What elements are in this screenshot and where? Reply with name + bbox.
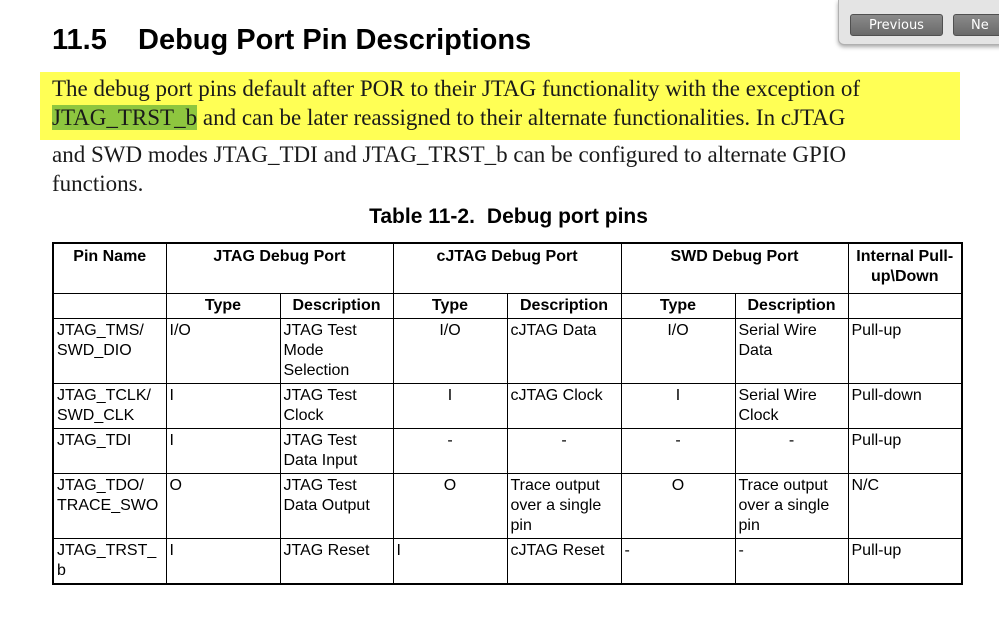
pull-cell: Pull-down	[848, 384, 962, 429]
header-jtag-debug-port: JTAG Debug Port	[166, 243, 393, 294]
pin-name-cell: JTAG_TDO/ TRACE_SWO	[53, 474, 166, 539]
pin-name-cell: JTAG_TCLK/ SWD_CLK	[53, 384, 166, 429]
header-cjtag-type: Type	[393, 294, 507, 319]
cjtag-type-cell: I	[393, 539, 507, 585]
section-paragraph	[52, 74, 952, 198]
table-row	[53, 474, 962, 539]
cjtag-description-cell: -	[507, 429, 621, 474]
table-row	[53, 384, 962, 429]
header-cjtag-description: Description	[507, 294, 621, 319]
header-pull-sub	[848, 294, 962, 319]
paragraph-line-4: functions.	[52, 171, 144, 196]
cjtag-description-cell: cJTAG Data	[507, 319, 621, 384]
section-number: 11.5	[52, 24, 107, 56]
header-swd-debug-port: SWD Debug Port	[621, 243, 848, 294]
table-caption-title: Debug port pins	[486, 205, 648, 228]
cjtag-description-cell: cJTAG Reset	[507, 539, 621, 585]
pull-cell: Pull-up	[848, 539, 962, 585]
cjtag-type-cell: O	[393, 474, 507, 539]
header-pin-name: Pin Name	[53, 243, 166, 294]
jtag-type-cell: I	[166, 429, 280, 474]
debug-port-pins-table	[52, 242, 963, 585]
jtag-description-cell: JTAG Test Clock	[280, 384, 393, 429]
table-row	[53, 539, 962, 585]
header-jtag-type: Type	[166, 294, 280, 319]
next-button[interactable]: Ne	[953, 14, 999, 36]
jtag-type-cell: I/O	[166, 319, 280, 384]
pin-name-cell: JTAG_TDI	[53, 429, 166, 474]
section-title: Debug Port Pin Descriptions	[138, 24, 532, 56]
header-jtag-description: Description	[280, 294, 393, 319]
paragraph-line-3: and SWD modes JTAG_TDI and JTAG_TRST_b can be configured to alternate GPIO	[52, 142, 847, 167]
pdf-navigation-widget	[838, 0, 999, 45]
table-caption-label: Table 11-2.	[369, 205, 475, 228]
table-row	[53, 319, 962, 384]
header-internal-pull: Internal Pull-up\Down	[848, 243, 962, 294]
previous-button[interactable]: Previous	[850, 14, 943, 36]
swd-description-cell: Trace output over a single pin	[735, 474, 848, 539]
header-cjtag-debug-port: cJTAG Debug Port	[393, 243, 621, 294]
swd-type-cell: I/O	[621, 319, 735, 384]
jtag-description-cell: JTAG Reset	[280, 539, 393, 585]
cjtag-description-cell: Trace output over a single pin	[507, 474, 621, 539]
paragraph-line-2	[40, 103, 960, 140]
pin-name-cell: JTAG_TRST_ b	[53, 539, 166, 585]
paragraph-line-1: The debug port pins default after POR to their JTAG functionality with the exception of	[40, 72, 960, 103]
swd-type-cell: -	[621, 539, 735, 585]
jtag-description-cell: JTAG Test Data Input	[280, 429, 393, 474]
cjtag-type-cell: I/O	[393, 319, 507, 384]
highlighted-term: JTAG_TRST_b	[52, 105, 198, 130]
swd-description-cell: -	[735, 429, 848, 474]
paragraph-line-2-rest: and can be later reassigned to their alternate functionalities. In cJTAG	[197, 105, 846, 130]
header-swd-description: Description	[735, 294, 848, 319]
swd-description-cell: Serial Wire Data	[735, 319, 848, 384]
cjtag-description-cell: cJTAG Clock	[507, 384, 621, 429]
cjtag-type-cell: -	[393, 429, 507, 474]
header-swd-type: Type	[621, 294, 735, 319]
swd-description-cell: -	[735, 539, 848, 585]
jtag-description-cell: JTAG Test Data Output	[280, 474, 393, 539]
table-row	[53, 429, 962, 474]
pull-cell: Pull-up	[848, 319, 962, 384]
section-heading	[52, 24, 531, 57]
cjtag-type-cell: I	[393, 384, 507, 429]
swd-type-cell: -	[621, 429, 735, 474]
table-caption	[0, 205, 999, 229]
swd-type-cell: O	[621, 474, 735, 539]
jtag-description-cell: JTAG Test Mode Selection	[280, 319, 393, 384]
pin-name-cell: JTAG_TMS/ SWD_DIO	[53, 319, 166, 384]
jtag-type-cell: I	[166, 539, 280, 585]
pull-cell: Pull-up	[848, 429, 962, 474]
jtag-type-cell: O	[166, 474, 280, 539]
pull-cell: N/C	[848, 474, 962, 539]
swd-description-cell: Serial Wire Clock	[735, 384, 848, 429]
jtag-type-cell: I	[166, 384, 280, 429]
swd-type-cell: I	[621, 384, 735, 429]
header-pin-name-sub	[53, 294, 166, 319]
